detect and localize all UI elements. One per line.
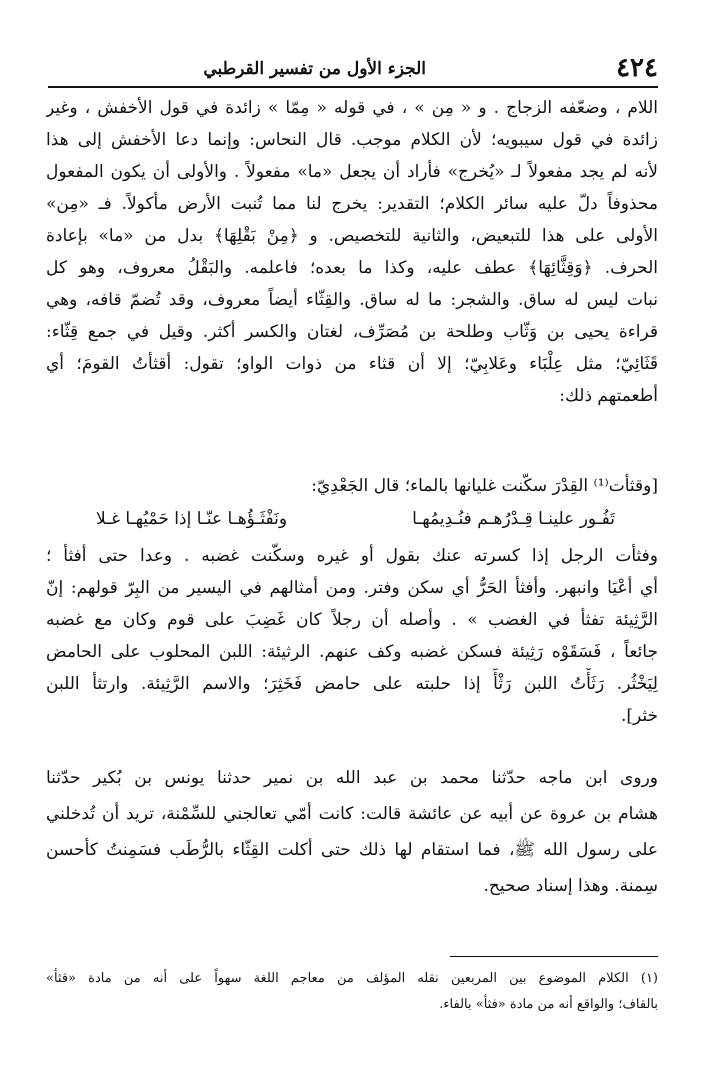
text-line: خثر]. xyxy=(620,706,658,726)
text-line: الحرف. ﴿وَقِثَّائِهَا﴾ عطف عليه، وكذا ما بعده؛ فاعلمه. والبَقْلُ معروف، وهو كل xyxy=(46,258,658,278)
footnote-line: بالقاف؛ والواقع أنه من مادة «فثأ» بالفاء. xyxy=(439,997,658,1012)
text-line: قراءة يحيى بن وَثّاب وطلحة بن مُصَرِّف، لغتان والكسر أكثر. وقيل في جمع قِثّاء: xyxy=(46,322,658,342)
verse-intro: [وقثأت⁽¹⁾ القِدْرَ سكّنت غليانها بالماء؛ قال الجَعْدِيّ: xyxy=(311,476,658,496)
footnotes xyxy=(46,966,658,1018)
text-line: وروى ابن ماجه حدّثنا محمد بن عبد الله بن نمير حدثنا يونس بن بُكير حدّثنا xyxy=(46,768,658,788)
text-line: هشام بن عروة عن أبيه عن عائشة قالت: كانت أمّي تعالجني للسِّمْنة، تريد أن تُدخلني xyxy=(46,804,658,824)
text-line: اللام ، وضعّفه الزجاج . و « مِن » ، في قوله « مِمّا » زائدة في قول الأخفش ، وغير xyxy=(46,98,658,118)
page-number: ٤٢٤ xyxy=(616,53,658,83)
text-line: أطعمتهم ذلك: xyxy=(559,386,658,406)
verse-second-hemistich: ونَفْثَـؤُهـا عنّـا إذا حَمْيُهـا غـلا xyxy=(96,509,288,529)
text-line: الرَّثِيئة تفثأ في الغضب » . وأصله أن رجلاً كان غَضِبَ على قوم وكان مع غضبه xyxy=(46,610,658,630)
main-paragraph xyxy=(46,92,658,412)
text-line: الأولى على هذا للتبعيض، والثانية للتخصيص. و ﴿مِنْ بَقْلِهَا﴾ بدل من «ما» بإعادة xyxy=(46,226,658,246)
text-line: نبات ليس له ساق. والشجر: ما له ساق. والقِثّاء أيضاً معروف، وقد تُضمّ قافه، وهي xyxy=(46,290,658,310)
verse-first-hemistich: تَفُـور علينـا قِـدْرُهـم فنُـدِيمُهـا xyxy=(412,509,615,529)
text-line: لأنه لم يجد مفعولاً لـ «يُخرج» فأراد أن يجعل «ما» مفعولاً . والأولى أن يكون المفعول xyxy=(46,162,658,182)
text-line: سِمنة. وهذا إسناد صحيح. xyxy=(483,876,658,896)
text-line: جائعاً ، فَسَقَوْه رَثِيئة فسكن غضبه وكف عنهم. الرثيئة: اللبن المحلوب على الحامض xyxy=(46,642,658,662)
text-line: لِيَخْثُر. رَثَأْتُ اللبن رَثْأً إذا حلبته على حامض فَخَثِرَ؛ والاسم الرَّثِيئة. وارتثأ اللبن xyxy=(46,674,658,694)
text-line: زائدة في قول سيبويه؛ لأن الكلام موجب. قال النحاس: وإنما دعا الأخفش إلى هذا xyxy=(46,130,658,150)
explanation-paragraph xyxy=(46,540,658,732)
running-title: الجزء الأول من تفسير القرطبي xyxy=(203,59,426,79)
text-line: وفثأت الرجل إذا كسرته عنك بقول أو غيره وسكّنت غضبه . وعدا حتى أفثأ ؛ xyxy=(46,546,658,566)
poetry-verse xyxy=(96,502,615,536)
footnote-line: (١) الكلام الموضوع بين المربعين نقله المؤلف من معاجم اللغة سهواً على أنه من مادة «قثأ» xyxy=(46,971,658,986)
text-line: على رسول الله ﷺ، فما استقام لها ذلك حتى أكلت القِثّاء بالرُّطَب فسَمِنتُ كأحسن xyxy=(46,840,658,860)
text-line: قَثَائِيّ؛ مثل عِلْبَاء وعَلابِيّ؛ إلا أن قثاء من ذوات الواو؛ تقول: أقثأتُ القومَ؛ أي xyxy=(46,354,658,374)
footnote-divider xyxy=(450,956,658,957)
page-header xyxy=(48,52,658,88)
text-line: أي أعْيَا وانبهر. وأفثأ الحَرُّ أي سكن وفتر. ومن أمثالهم في اليسير من البِرّ قولهم: إنّ xyxy=(46,578,658,598)
hadith-paragraph xyxy=(46,760,658,904)
text-line: محذوفاً دلّ عليه سائر الكلام؛ التقدير: يخرج لنا مما تُنبت الأرض مأكولاً. فـ «مِن» xyxy=(46,194,658,214)
